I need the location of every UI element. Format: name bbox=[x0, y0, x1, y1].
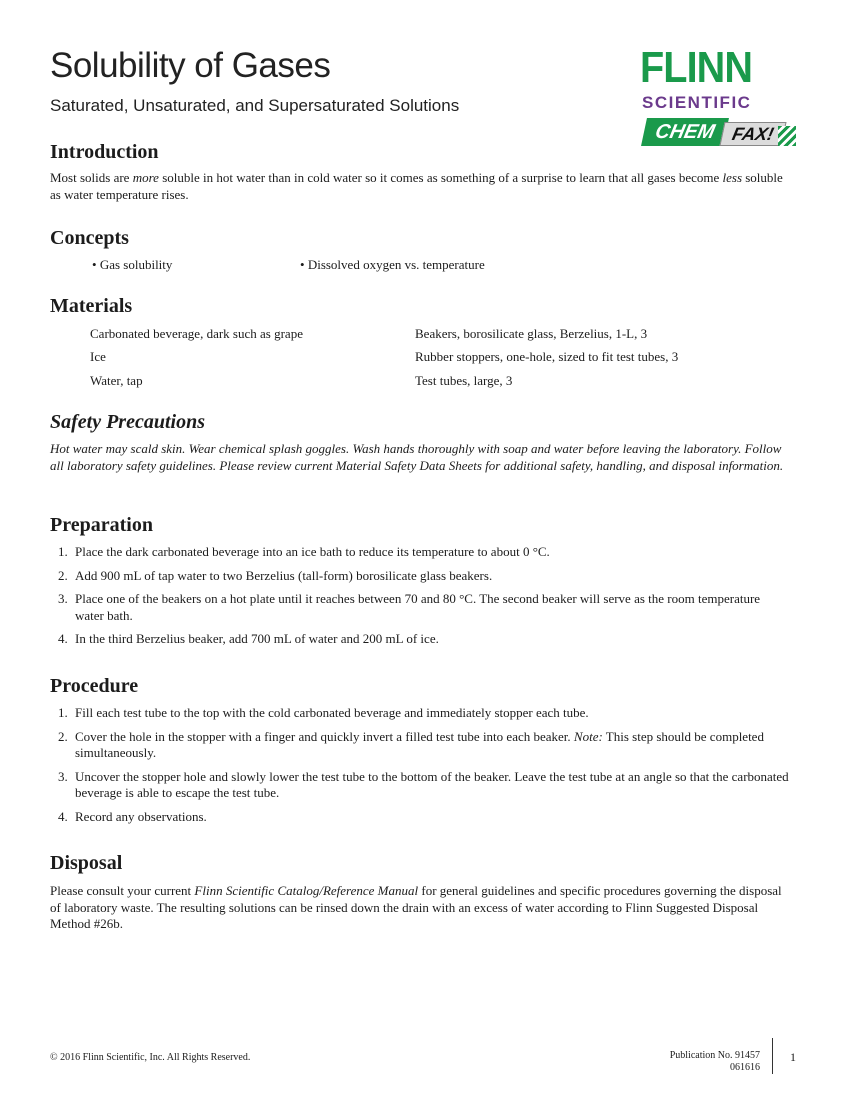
preparation-heading: Preparation bbox=[50, 514, 153, 536]
step-number: 2. bbox=[58, 567, 68, 583]
publication-info bbox=[640, 1050, 760, 1074]
page-number: 1 bbox=[790, 1050, 796, 1064]
safety-text: Hot water may scald skin. Wear chemical splash goggles. Wash hands thoroughly with soap and water before leaving the laboratory. Follow all laboratory safety guidelines. Please review current Material Safety Data Sheets for additional safety, handling, and disposal information. bbox=[50, 441, 784, 473]
material-item: Beakers, borosilicate glass, Berzelius, 1-L, 3 bbox=[415, 326, 648, 341]
logo-flinn-text: FLINN bbox=[640, 43, 753, 92]
disposal-catalog-title: Flinn Scientific Catalog/Reference Manual bbox=[194, 883, 419, 898]
publication-number: Publication No. 91457 bbox=[669, 1050, 760, 1061]
materials-heading: Materials bbox=[50, 295, 133, 317]
step-text-part: This step should be completed simultaneously. bbox=[75, 728, 764, 760]
footer-divider bbox=[772, 1038, 773, 1074]
step-number: 2. bbox=[58, 728, 68, 744]
list-item bbox=[50, 705, 790, 722]
concepts-heading: Concepts bbox=[50, 227, 129, 249]
concept-label: Dissolved oxygen vs. temperature bbox=[307, 257, 485, 272]
step-number: 4. bbox=[58, 631, 68, 646]
introduction-heading: Introduction bbox=[50, 141, 159, 163]
page-subtitle: Saturated, Unsaturated, and Supersaturated Solutions bbox=[50, 96, 460, 115]
step-text: In the third Berzelius beaker, add 700 mL of water and 200 mL of ice. bbox=[75, 631, 439, 646]
safety-heading: Safety Precautions bbox=[50, 411, 205, 433]
intro-emphasis-less: less bbox=[722, 170, 742, 185]
step-number: 4. bbox=[58, 808, 68, 824]
logo-scientific-text: SCIENTIFIC bbox=[642, 93, 752, 112]
disposal-text bbox=[50, 883, 790, 933]
step-text bbox=[75, 729, 790, 762]
intro-text-part: soluble as water temperature rises. bbox=[50, 170, 783, 202]
material-item: Carbonated beverage, dark such as grape bbox=[90, 326, 303, 341]
page-title: Solubility of Gases bbox=[50, 46, 331, 85]
flinn-logo bbox=[640, 43, 800, 150]
step-text: Place the dark carbonated beverage into an ice bath to reduce its temperature to about 0 °C. bbox=[75, 544, 550, 559]
material-item: Water, tap bbox=[90, 373, 143, 388]
disposal-heading: Disposal bbox=[50, 852, 123, 874]
list-item bbox=[50, 591, 790, 624]
step-number: 1. bbox=[58, 705, 68, 720]
list-item bbox=[50, 568, 790, 585]
list-item bbox=[50, 544, 790, 561]
list-item bbox=[50, 729, 790, 762]
logo-fax-badge: FAX! bbox=[719, 122, 786, 146]
material-item: Rubber stoppers, one-hole, sized to fit test tubes, 3 bbox=[415, 349, 679, 364]
material-item: Ice bbox=[90, 349, 106, 364]
step-number: 3. bbox=[58, 591, 68, 606]
intro-emphasis-more: more bbox=[132, 170, 159, 185]
material-item: Test tubes, large, 3 bbox=[415, 373, 513, 388]
introduction-text bbox=[50, 170, 790, 203]
logo-chem-badge: CHEM bbox=[641, 118, 729, 146]
copyright-notice: © 2016 Flinn Scientific, Inc. All Rights Reserved. bbox=[50, 1052, 251, 1063]
publication-date-code: 061616 bbox=[730, 1062, 760, 1073]
concept-item: • Gas solubility bbox=[92, 257, 173, 272]
step-note-label: Note: bbox=[573, 728, 603, 744]
list-item bbox=[50, 809, 790, 826]
step-text-part: Cover the hole in the stopper with a finger and quickly invert a filled test tube into each beaker. bbox=[75, 728, 574, 744]
logo-stripe-decoration bbox=[778, 126, 796, 146]
concept-item: • Dissolved oxygen vs. temperature bbox=[300, 257, 485, 272]
disposal-text-part: Please consult your current bbox=[50, 883, 195, 898]
list-item bbox=[50, 769, 790, 802]
step-text: Record any observations. bbox=[75, 808, 207, 824]
disposal-text-part: for general guidelines and specific procedures governing the disposal of laboratory waste. The resulting solutions can be rinsed down the drain with an excess of water according to Flinn Suggested Disposal Method #26b. bbox=[50, 883, 782, 931]
list-item bbox=[50, 631, 790, 648]
step-text: Place one of the beakers on a hot plate until it reaches between 70 and 80 °C. The second beaker will serve as the room temperature water bath. bbox=[75, 591, 761, 623]
intro-text-part: Most solids are bbox=[50, 170, 133, 185]
step-text: Add 900 mL of tap water to two Berzelius (tall-form) borosilicate glass beakers. bbox=[75, 567, 493, 583]
preparation-steps bbox=[50, 544, 790, 655]
procedure-heading: Procedure bbox=[50, 675, 139, 697]
step-number: 3. bbox=[58, 768, 68, 784]
intro-text-part: soluble in hot water than in cold water so it comes as something of a surprise to learn that all gases become bbox=[158, 170, 723, 185]
step-text: Fill each test tube to the top with the cold carbonated beverage and immediately stopper each tube. bbox=[75, 705, 589, 720]
step-text: Uncover the stopper hole and slowly lower the test tube to the bottom of the beaker. Leave the test tube at an angle so that the carbonated beverage is able to escape the test tube. bbox=[75, 768, 789, 800]
concept-label: Gas solubility bbox=[99, 257, 173, 272]
step-number: 1. bbox=[58, 544, 68, 559]
procedure-steps bbox=[50, 705, 790, 832]
